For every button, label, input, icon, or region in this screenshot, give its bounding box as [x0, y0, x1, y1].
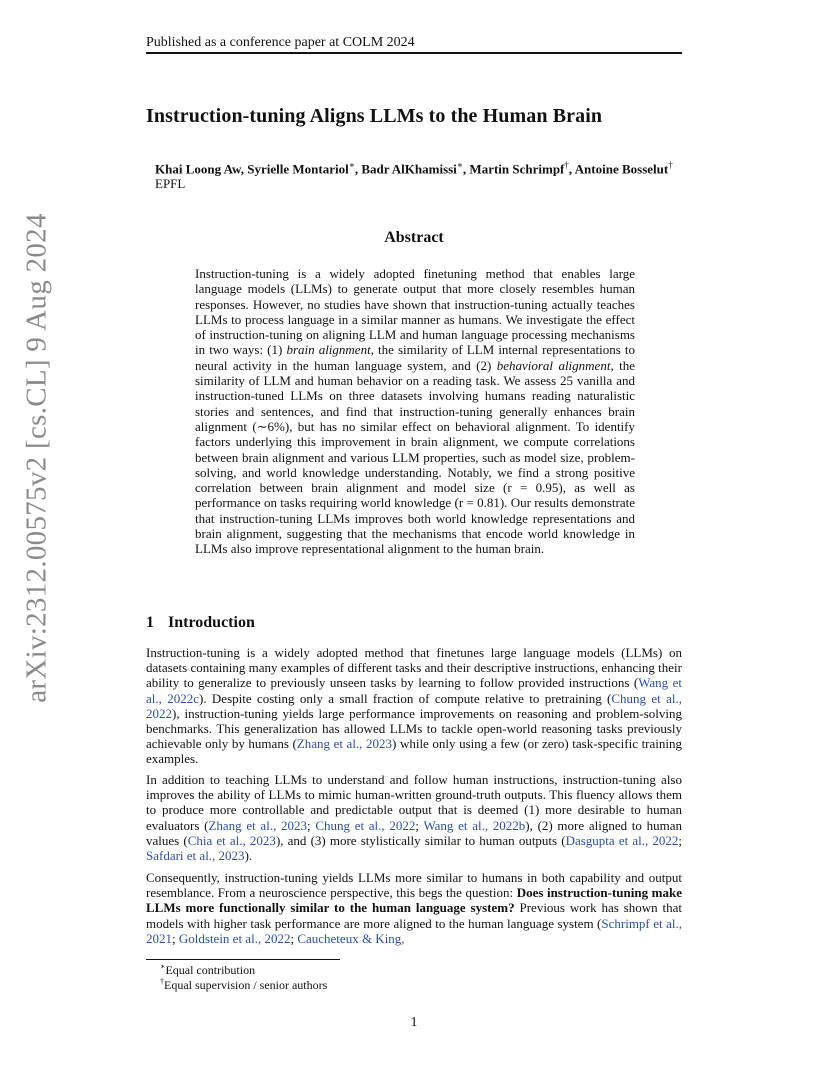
abstract-text: , the similarity of LLM internal representations to neural activity in the human language system, and (2) [195, 342, 635, 373]
footnote-rule [146, 959, 340, 960]
paragraph-text: ), instruction-tuning yields large performance improvements on reasoning and problem-solving benchmarks. This generalization has allowed LLMs to tackle open-world reasoning tasks previously achievable only by humans ( [146, 705, 682, 752]
paragraph-text: Instruction-tuning is a widely adopted method that finetunes large language models (LLMs) on datasets containing many examples of different tasks and their descriptive instructions, enhancing their ability to generalize to previously unseen tasks by learning to follow provided instructions ( [146, 645, 682, 691]
paragraph-text: ). [244, 848, 253, 864]
abstract-emphasis: brain alignment [286, 342, 371, 358]
footnote-1-mark: ∗ [160, 962, 166, 971]
paragraph-text: Previous work has shown that models with higher task performance are more aligned to the human language system ( [146, 900, 682, 931]
paragraph-text: ). Despite costing only a small fraction of compute relative to pretraining ( [199, 690, 612, 706]
abstract-heading: Abstract [384, 229, 444, 246]
intro-paragraph-2 [146, 772, 682, 863]
author-2: Syrielle Montariol [247, 161, 349, 177]
paragraph-text: ; [307, 817, 316, 833]
citation-link[interactable]: Schrimpf et al., 2021 [146, 915, 682, 946]
paragraph-text: ), (2) more aligned to human values ( [146, 817, 682, 848]
citation-link[interactable]: Wang et al., 2022c [146, 675, 682, 706]
paragraph-text: ; [678, 832, 682, 848]
citation-link[interactable]: Safdari et al., 2023 [146, 848, 245, 864]
section-number: 1 [146, 614, 154, 631]
citation-link[interactable]: Chung et al., 2022 [315, 817, 416, 833]
abstract-text: Instruction-tuning is a widely adopted finetuning method that enables large language models (LLMs) to generate output that more closely resembles human responses. However, no studies have shown that instruction-tuning actually teaches LLMs to process language in a similar manner as humans. We investigate the effect of instruction-tuning on aligning LLM and human language processing mechanisms in two ways: (1) [195, 266, 635, 358]
running-header: Published as a conference paper at COLM 2024 [146, 35, 415, 50]
paper-title: Instruction-tuning Aligns LLMs to the Human Brain [146, 105, 603, 127]
author-4-mark: † [564, 160, 569, 170]
citation-link[interactable]: Goldstein et al., 2022 [178, 930, 291, 946]
footnote-1 [160, 962, 255, 978]
citation-link[interactable]: Zhang et al., 2023 [208, 817, 308, 833]
author-5-mark: † [668, 160, 673, 170]
paragraph-text: ; [415, 817, 424, 833]
footnote-2 [160, 977, 327, 993]
affiliation: EPFL [155, 176, 186, 191]
paragraph-text: ) while only using a few (or zero) task-specific training examples. [146, 736, 683, 767]
footnote-2-text: Equal supervision / senior authors [164, 978, 328, 992]
author-3: , Badr AlKhamissi [354, 161, 457, 177]
arxiv-stamp-text: arXiv:2312.00575v2 [cs.CL] 9 Aug 2024 [20, 213, 53, 703]
citation-link[interactable]: Caucheteux & King, [297, 930, 405, 946]
intro-paragraph-1 [146, 645, 682, 767]
section-heading [146, 614, 255, 632]
author-3-mark: ∗ [456, 160, 463, 170]
citation-link[interactable]: Zhang et al., 2023 [296, 736, 393, 752]
paragraph-text: ; [290, 930, 298, 946]
intro-paragraph-3 [146, 870, 682, 946]
section-title: Introduction [168, 614, 255, 631]
abstract-text: , the similarity of LLM and human behavior on a reading task. We assess 25 vanilla and instruction-tuned LLMs on three datasets involving humans reading naturalistic stories and sentences, and find that instruction-tuning generally enhances brain alignment (∼6%), but has no similar effect on behavioral alignment. To identify factors underlying this improvement in brain alignment, we compute correlations between brain alignment and various LLM properties, such as model size, problem-solving, and world knowledge understanding. Notably, we find a strong positive correlation between brain alignment and model size (r = 0.95), as well as performance on tasks requiring world knowledge (r = 0.81). Our results demonstrate that instruction-tuning LLMs improves both world knowledge representations and brain alignment, suggesting that the mechanisms that encode world knowledge in LLMs also improve representational alignment to the human brain. [195, 357, 635, 557]
author-list [155, 160, 673, 177]
paragraph-text: In addition to teaching LLMs to understand and follow human instructions, instruction-tuning also improves the ability of LLMs to mimic human-written ground-truth outputs. This fluency allows them to produce more controllable and predictable output that is deemed (1) more desirable to human evaluators ( [146, 772, 682, 833]
author-1: Khai Loong Aw, [155, 161, 248, 177]
footnote-1-text: Equal contribution [165, 963, 256, 977]
author-2-mark: ∗ [348, 160, 355, 170]
header-rule [146, 52, 682, 54]
citation-link[interactable]: Dasgupta et al., 2022 [565, 832, 679, 848]
citation-link[interactable]: Chia et al., 2023 [187, 832, 276, 848]
page-number: 1 [410, 1015, 418, 1030]
paragraph-text: ), and (3) more stylistically similar to human outputs ( [275, 832, 566, 848]
citation-link[interactable]: Wang et al., 2022b [423, 817, 526, 833]
paragraph-text: ; [172, 930, 179, 946]
research-question: Does instruction-tuning make LLMs more functionally similar to the human language system? [146, 885, 682, 916]
abstract-body [195, 266, 635, 557]
abstract-emphasis: behavioral alignment [496, 357, 611, 373]
author-4: , Martin Schrimpf [462, 161, 565, 177]
footnote-2-mark: † [160, 977, 164, 986]
citation-link[interactable]: Chung et al., 2022 [146, 690, 682, 721]
author-5: , Antoine Bosselut [568, 161, 669, 177]
paragraph-text: Consequently, instruction-tuning yields LLMs more similar to humans in both capability and output resemblance. From a neuroscience perspective, this begs the question: [146, 870, 682, 901]
